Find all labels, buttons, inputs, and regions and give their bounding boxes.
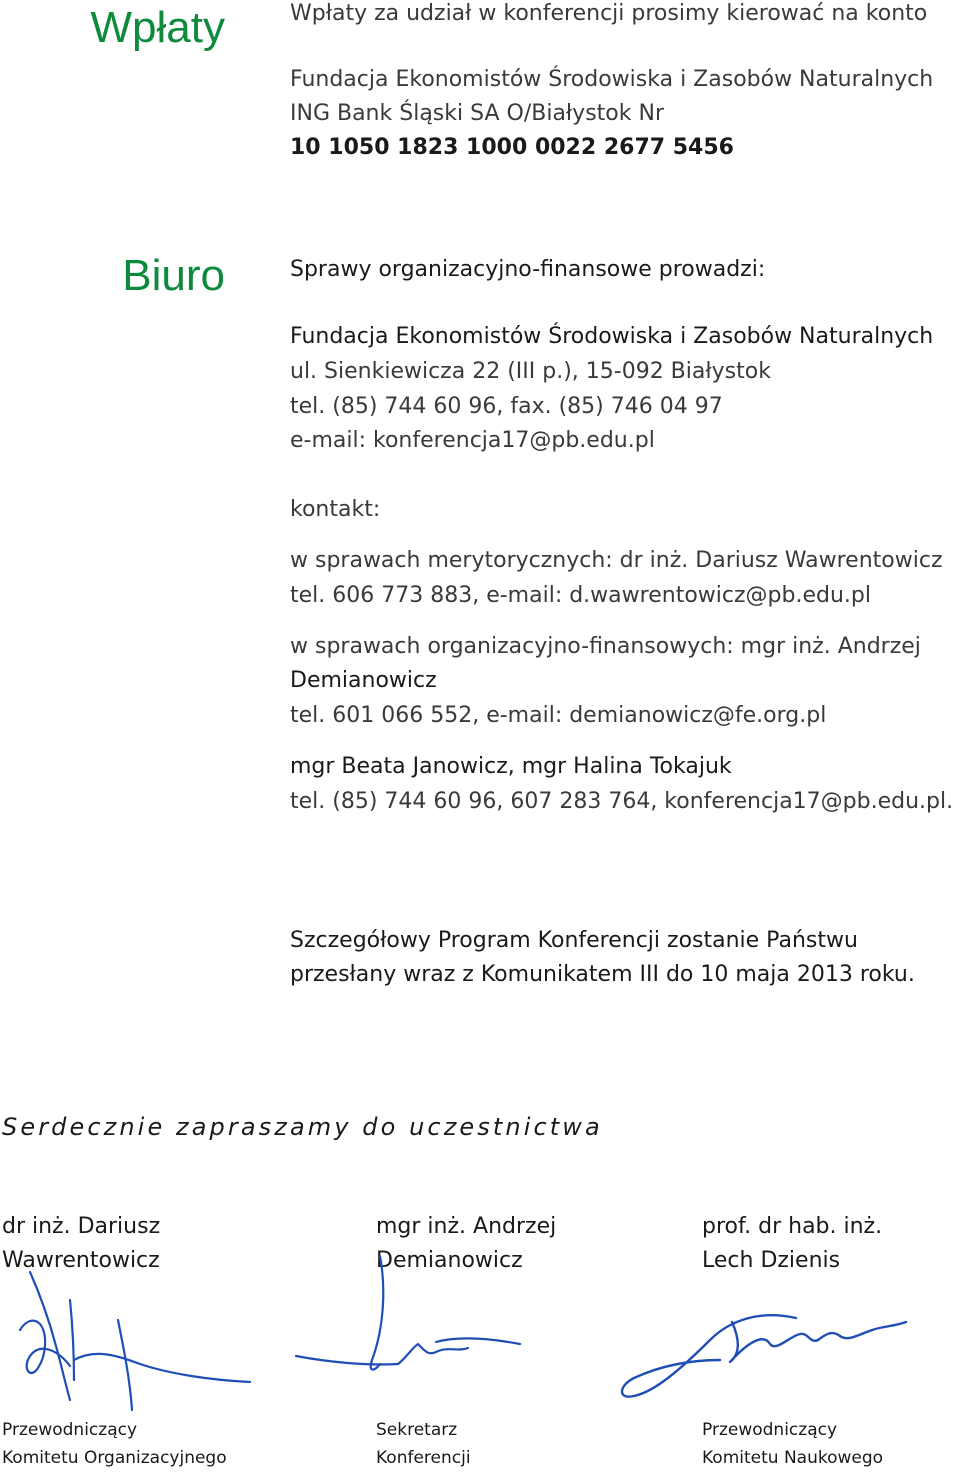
payments-account-number: 10 1050 1823 1000 0022 2677 5456	[290, 135, 734, 160]
contact-staff-details: tel. (85) 744 60 96, 607 283 764, konferencja17@pb.edu.pl.	[290, 789, 954, 814]
payments-bank: ING Bank Śląski SA O/Białystok Nr	[290, 101, 664, 126]
signatory-name-line1: mgr inż. Andrzej	[376, 1214, 557, 1239]
signatory-3	[702, 1210, 960, 1468]
signatory-role-line2: Komitetu Organizacyjnego	[2, 1448, 227, 1468]
signature-wawrentowicz-icon	[0, 1260, 260, 1430]
payments-foundation: Fundacja Ekonomistów Środowiska i Zasobów Naturalnych	[290, 67, 934, 92]
signatory-name-line2: Demianowicz	[376, 1248, 523, 1273]
payments-intro: Wpłaty za udział w konferencji prosimy kierować na konto	[290, 1, 928, 26]
signatory-name-line2: Wawrentowicz	[2, 1248, 160, 1273]
program-notice-line1: Szczegółowy Program Konferencji zostanie Państwu	[290, 928, 858, 953]
signatory-role-line1: Sekretarz	[376, 1420, 458, 1440]
signatory-role-line2: Komitetu Naukowego	[702, 1448, 884, 1468]
signatory-role-line1: Przewodniczący	[702, 1420, 838, 1440]
contact-label: kontakt:	[290, 497, 381, 522]
program-notice-line2: przesłany wraz z Komunikatem III do 10 maja 2013 roku.	[290, 962, 915, 987]
invitation-text: Serdecznie zapraszamy do uczestnictwa	[2, 1113, 603, 1141]
signature-dzienis-icon	[600, 1300, 930, 1420]
office-phone: tel. (85) 744 60 96, fax. (85) 746 04 97	[290, 394, 723, 419]
contact-merit-details: tel. 606 773 883, e-mail: d.wawrentowicz@pb.edu.pl	[290, 583, 871, 608]
signatory-role-line1: Przewodniczący	[2, 1420, 138, 1440]
office-email: e-mail: konferencja17@pb.edu.pl	[290, 428, 655, 453]
office-handled-by: Sprawy organizacyjno-finansowe prowadzi:	[290, 257, 766, 282]
signatory-name-line2: Lech Dzienis	[702, 1248, 841, 1273]
payments-heading: Wpłaty	[90, 3, 225, 52]
office-foundation: Fundacja Ekonomistów Środowiska i Zasobów Naturalnych	[290, 324, 934, 349]
contact-org-line-cont: Demianowicz	[290, 668, 437, 693]
signature-demianowicz-icon	[288, 1248, 548, 1418]
contact-staff-line: mgr Beata Janowicz, mgr Halina Tokajuk	[290, 754, 732, 779]
signatory-role-line2: Konferencji	[376, 1448, 471, 1468]
contact-org-details: tel. 601 066 552, e-mail: demianowicz@fe.org.pl	[290, 703, 827, 728]
signatory-name-line1: prof. dr hab. inż.	[702, 1214, 883, 1239]
signatory-name-line1: dr inż. Dariusz	[2, 1214, 161, 1239]
contact-merit-line: w sprawach merytorycznych: dr inż. Dariusz Wawrentowicz	[290, 548, 943, 573]
office-heading: Biuro	[122, 251, 225, 300]
office-address: ul. Sienkiewicza 22 (III p.), 15-092 Białystok	[290, 359, 771, 384]
contact-org-line: w sprawach organizacyjno-finansowych: mgr inż. Andrzej	[290, 634, 921, 659]
